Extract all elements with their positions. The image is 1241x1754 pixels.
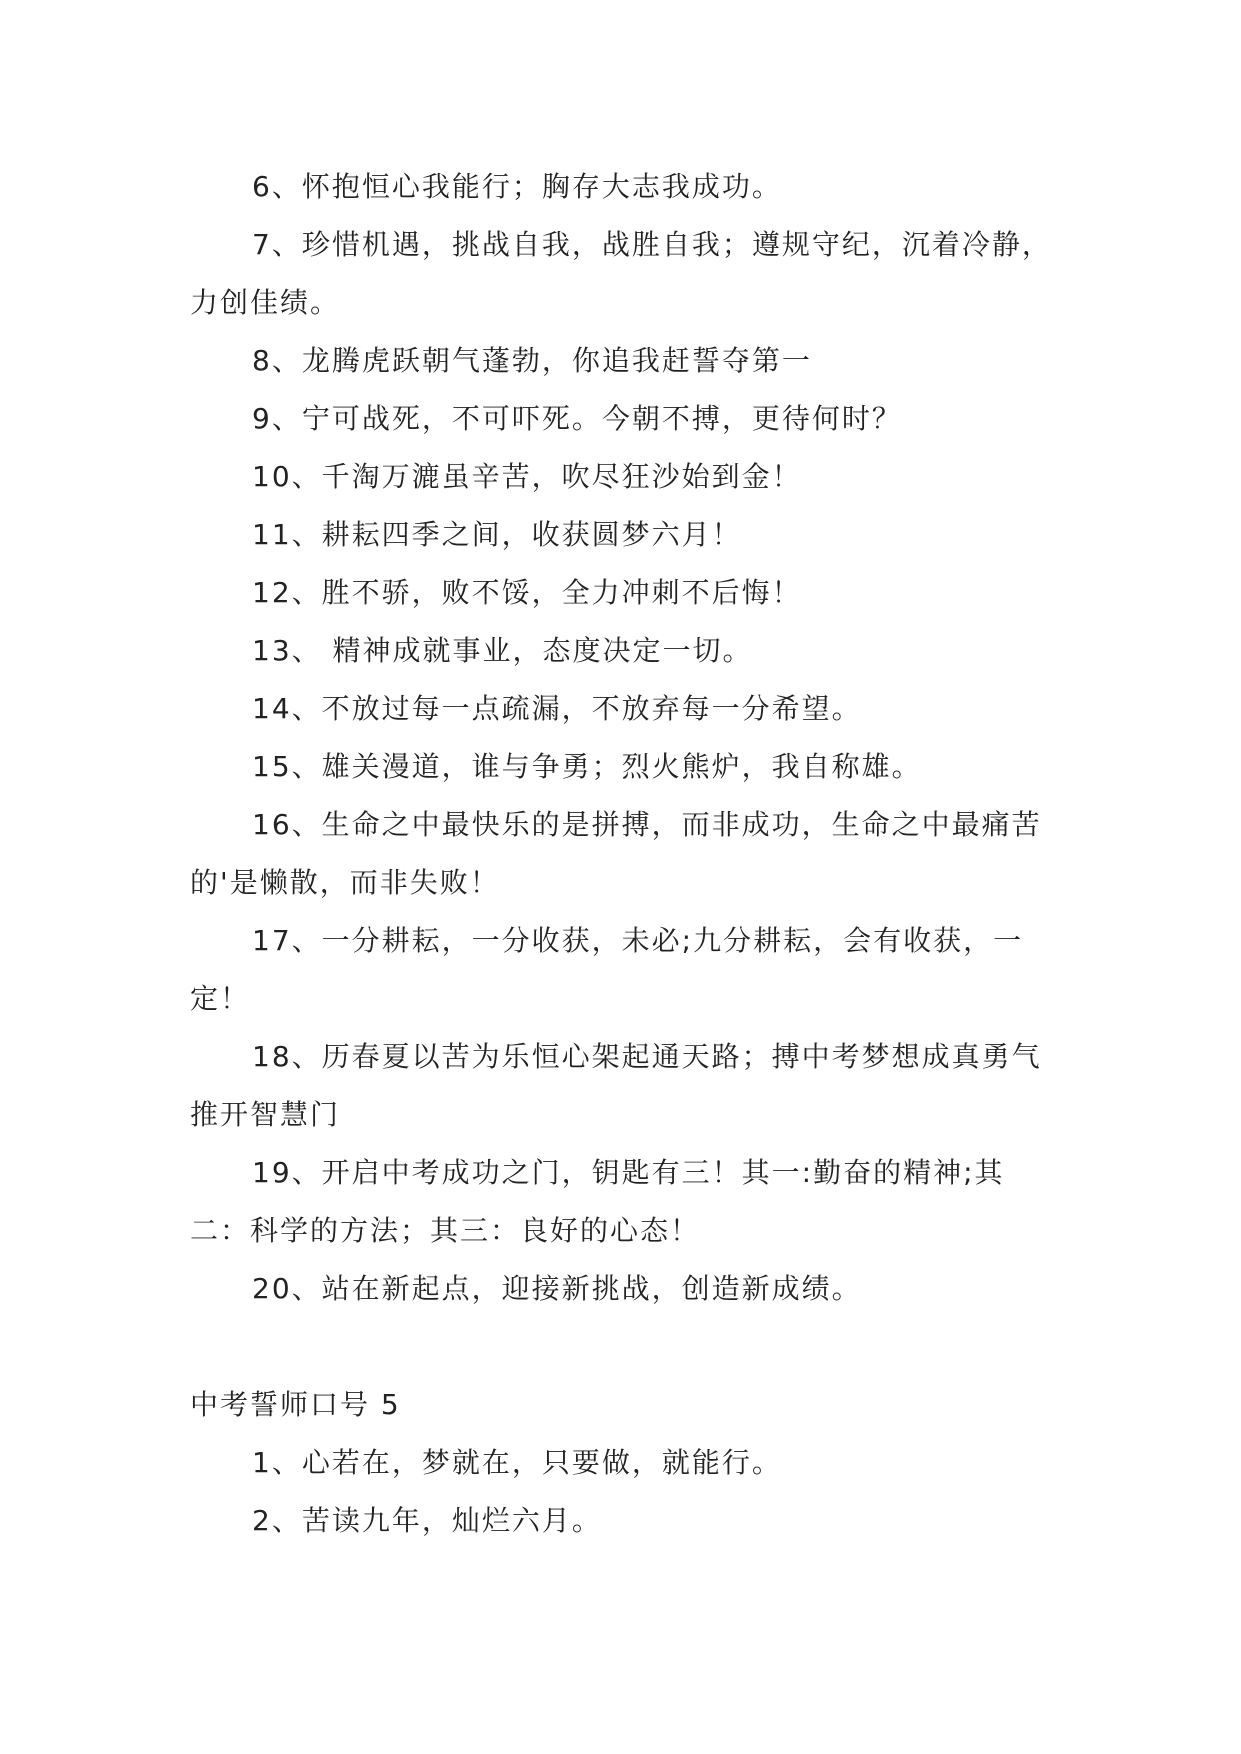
slogan-item: 9、宁可战死，不可吓死。今朝不搏，更待何时？ xyxy=(252,402,902,435)
slogan-item: 14、不放过每一点疏漏，不放弃每一分希望。 xyxy=(252,692,862,725)
slogan-item: 19、开启中考成功之门，钥匙有三！其一:勤奋的精神;其二：科学的方法；其三：良好的心态！ xyxy=(190,1156,1005,1247)
section-heading: 中考誓师口号 5 xyxy=(190,1388,401,1421)
slogan-item: 10、千淘万漉虽辛苦，吹尽狂沙始到金！ xyxy=(252,460,802,493)
slogan-item: 7、珍惜机遇，挑战自我，战胜自我；遵规守纪，沉着冷静，力创佳绩。 xyxy=(190,228,1052,319)
slogan-item: 13、 精神成就事业，态度决定一切。 xyxy=(252,634,753,667)
slogan-item: 2、苦读九年，灿烂六月。 xyxy=(252,1504,602,1537)
slogan-item: 16、生命之中最快乐的是拼搏，而非成功，生命之中最痛苦的'是懒散，而非失败！ xyxy=(190,808,1042,899)
slogan-item: 17、一分耕耘，一分收获，未必;九分耕耘，会有收获，一定！ xyxy=(190,924,1024,1015)
document-content xyxy=(190,158,1052,1550)
section-spacer xyxy=(190,1318,1052,1376)
slogan-item: 8、龙腾虎跃朝气蓬勃，你追我赶誓夺第一 xyxy=(252,344,812,377)
slogan-item: 15、雄关漫道，谁与争勇；烈火熊炉，我自称雄。 xyxy=(252,750,922,783)
slogan-item: 18、历春夏以苦为乐恒心架起通天路；搏中考梦想成真勇气推开智慧门 xyxy=(190,1040,1042,1131)
slogan-item: 6、怀抱恒心我能行；胸存大志我成功。 xyxy=(252,170,782,203)
slogan-item: 20、站在新起点，迎接新挑战，创造新成绩。 xyxy=(252,1272,862,1305)
slogan-item: 1、心若在，梦就在，只要做，就能行。 xyxy=(252,1446,782,1479)
slogan-item: 12、胜不骄，败不馁，全力冲刺不后悔！ xyxy=(252,576,802,609)
slogan-item: 11、耕耘四季之间，收获圆梦六月！ xyxy=(252,518,742,551)
